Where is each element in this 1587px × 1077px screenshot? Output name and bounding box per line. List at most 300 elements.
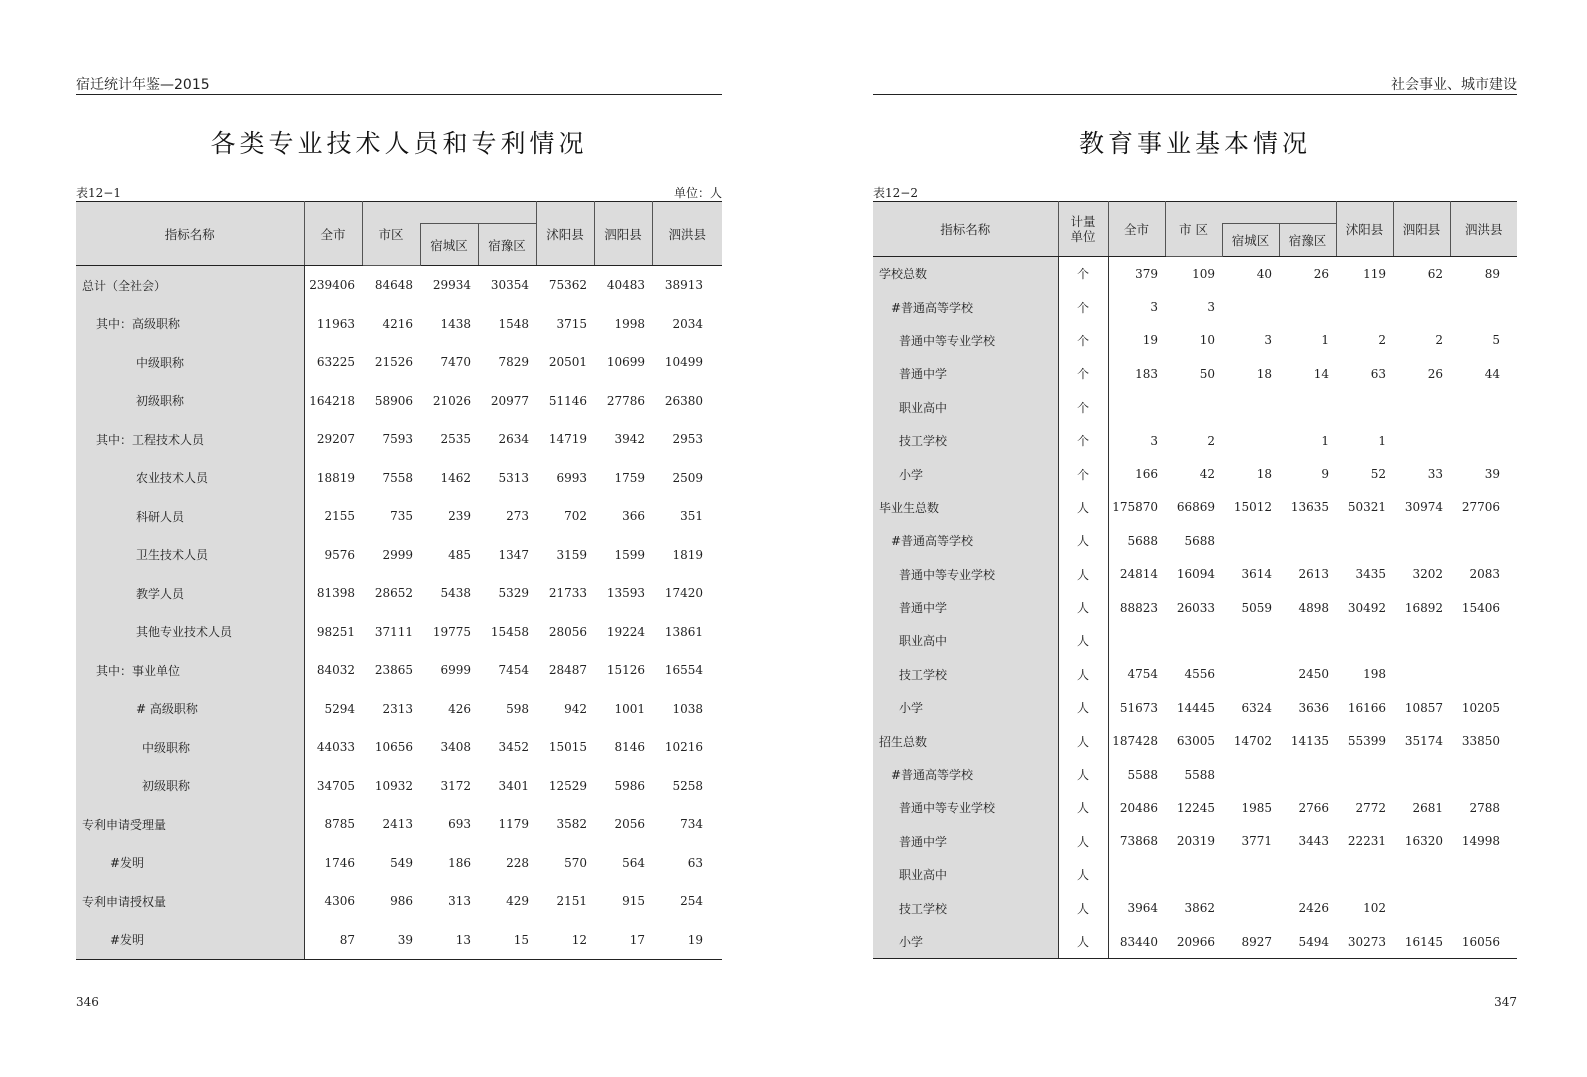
row-indicator: 职业高中 [873,624,1058,657]
cell-value: 12245 [1176,800,1215,815]
cell-value: 6324 [1241,700,1272,715]
row-unit: 个 [1058,357,1108,390]
cell-value: 16145 [1393,925,1450,959]
row-unit: 人 [1058,658,1108,691]
header-sucheng: 宿城区 [1222,224,1279,257]
section-title: 社会事业、城市建设 [1391,77,1517,93]
cell-value [1450,658,1507,691]
cell-value: 1759 [614,470,645,485]
cell-value: 3614 [1241,567,1272,582]
cell-value: 5588 [1184,767,1215,782]
row-indicator: 招生总数 [873,724,1058,757]
table-row [873,825,1517,858]
table-row [76,613,722,652]
cell-value: 10 [1199,333,1215,348]
cell-value: 19 [652,921,710,960]
row-indicator: 卫生技术人员 [76,536,304,575]
header-unit-line1: 计量 [1070,214,1096,229]
cell-value: 44 [1484,366,1500,381]
cell-value: 30974 [1404,500,1443,515]
cell-value: 734 [680,817,703,832]
row-indicator: 科研人员 [76,497,304,536]
cell-value: 198 [1363,667,1386,682]
cell-value: 2083 [1469,567,1500,582]
cell-value: 735 [390,509,413,524]
cell-value [1222,758,1279,791]
cell-value: 15406 [1461,600,1500,615]
row-indicator: 学校总数 [873,257,1058,291]
cell-value: 4556 [1184,667,1215,682]
row-unit: 个 [1058,257,1108,291]
yearbook-title: 宿迁统计年鉴—2015 [76,77,210,93]
cell-value: 187428 [1112,734,1158,749]
cell-value: 2634 [498,432,529,447]
cell-value [1393,758,1450,791]
cell-value [1165,391,1222,424]
cell-pad [1507,324,1517,357]
cell-value: 166 [1135,467,1158,482]
table-row [873,524,1517,557]
cell-pad [1507,491,1517,524]
cell-value: 40483 [606,278,645,293]
cell-value: 2535 [440,432,471,447]
cell-value: 3715 [556,316,587,331]
cell-value: 598 [506,701,529,716]
cell-value: 3 [1207,300,1215,315]
cell-value: 7470 [440,355,471,370]
running-head [873,74,1517,95]
table-row [873,324,1517,357]
cell-value: 33 [1427,467,1443,482]
row-indicator: 技工学校 [873,891,1058,924]
cell-value: 73868 [1119,834,1158,849]
cell-value: 5438 [440,586,471,601]
cell-value: 19 [1142,333,1158,348]
cell-value: 3636 [1298,700,1329,715]
cell-value: 26033 [1176,600,1215,615]
header-sihong: 泗洪县 [1450,202,1517,257]
cell-value [1393,524,1450,557]
cell-value [1222,391,1279,424]
cell-value: 3 [1150,433,1158,448]
cell-value: 3942 [614,432,645,447]
cell-value: 26380 [664,393,703,408]
row-indicator: # 高级职称 [76,690,304,729]
table-row [76,574,722,613]
cell-pad [710,343,722,382]
cell-pad [710,844,722,883]
cell-value: 88823 [1119,600,1158,615]
cell-value: 2953 [672,432,703,447]
cell-value: 20486 [1119,800,1158,815]
cell-value: 17 [594,921,652,960]
cell-value: 2413 [382,817,413,832]
row-indicator: 普通中等专业学校 [873,324,1058,357]
cell-value: 102 [1363,901,1386,916]
header-district: 市 区 [1165,202,1222,257]
cell-value: 1038 [672,701,703,716]
cell-value: 426 [448,701,471,716]
cell-value: 52 [1370,467,1386,482]
cell-value: 14445 [1176,700,1215,715]
cell-value: 1746 [324,855,355,870]
cell-value: 2313 [382,701,413,716]
cell-value [1393,424,1450,457]
row-indicator: 小学 [873,691,1058,724]
cell-value [1279,758,1336,791]
cell-value: 83440 [1108,925,1165,959]
page-number: 346 [76,995,99,1009]
header-suyu: 宿豫区 [1279,224,1336,257]
cell-value: 3862 [1184,901,1215,916]
table-row [873,858,1517,891]
cell-pad [1507,558,1517,591]
table-number: 表12−2 [873,186,918,200]
row-indicator: 小学 [873,925,1058,959]
cell-value [1336,758,1393,791]
cell-value: 3771 [1241,834,1272,849]
cell-value: 29207 [316,432,355,447]
cell-value: 5294 [324,701,355,716]
cell-value: 2 [1435,333,1443,348]
cell-value: 38913 [664,278,703,293]
cell-value: 7558 [382,470,413,485]
cell-value: 2788 [1469,800,1500,815]
table-row [76,266,722,305]
cell-value: 9576 [324,547,355,562]
cell-value: 10205 [1461,700,1500,715]
table-row [873,891,1517,924]
cell-value: 119 [1363,266,1386,281]
cell-pad [1507,691,1517,724]
cell-value: 228 [506,855,529,870]
right-page [873,0,1517,1077]
header-indicator: 指标名称 [76,202,304,266]
row-indicator: 普通中学 [873,825,1058,858]
cell-pad [1507,724,1517,757]
cell-value: 28487 [548,663,587,678]
cell-pad [710,690,722,729]
row-indicator: 总计（全社会） [76,266,304,305]
cell-pad [1507,591,1517,624]
table-row [76,767,722,806]
page-title: 教育事业基本情况 [1078,129,1311,158]
cell-value: 4306 [324,894,355,909]
cell-value: 273 [506,509,529,524]
cell-value: 14998 [1461,834,1500,849]
header-unit [1058,202,1108,257]
row-indicator: 教学人员 [76,574,304,613]
row-indicator: 中级职称 [76,343,304,382]
cell-value: 5329 [498,586,529,601]
cell-value: 3964 [1127,901,1158,916]
table-row [873,391,1517,424]
cell-value: 51673 [1119,700,1158,715]
cell-value: 50321 [1347,500,1386,515]
cell-value: 18 [1256,366,1272,381]
cell-value: 19775 [432,624,471,639]
cell-value: 5588 [1127,767,1158,782]
row-indicator: #普通高等学校 [873,524,1058,557]
header-sihong: 泗洪县 [652,202,722,266]
table-row [76,343,722,382]
row-indicator: 其中：高级职称 [76,305,304,344]
cell-value [1450,290,1507,323]
cell-value: 37111 [374,624,413,639]
cell-value: 8146 [614,740,645,755]
table-row [873,724,1517,757]
table-row [873,658,1517,691]
row-indicator: #普通高等学校 [873,290,1058,323]
cell-value: 2766 [1298,800,1329,815]
cell-pad [1507,858,1517,891]
cell-value: 1001 [614,701,645,716]
table-row [76,382,722,421]
cell-value: 16554 [664,663,703,678]
cell-value: 84032 [316,663,355,678]
cell-pad [710,651,722,690]
education-table [873,201,1517,959]
cell-pad [1507,891,1517,924]
page-number: 347 [1494,995,1517,1009]
cell-value: 29934 [432,278,471,293]
row-unit: 个 [1058,424,1108,457]
cell-pad [710,921,722,960]
cell-value: 55399 [1347,734,1386,749]
cell-pad [1507,357,1517,390]
cell-value [1222,658,1279,691]
cell-value: 3401 [498,778,529,793]
cell-value: 14 [1313,366,1329,381]
header-suyu: 宿豫区 [478,224,536,266]
header-siyang: 泗阳县 [594,202,652,266]
cell-pad [1507,758,1517,791]
cell-pad [1507,391,1517,424]
row-indicator: 专利申请授权量 [76,882,304,921]
cell-value: 40 [1256,266,1272,281]
cell-pad [710,805,722,844]
row-unit: 人 [1058,558,1108,591]
cell-value [1336,624,1393,657]
cell-value: 1347 [498,547,529,562]
row-unit: 人 [1058,925,1108,959]
cell-value: 485 [448,547,471,562]
cell-value: 12529 [548,778,587,793]
cell-value: 20501 [548,355,587,370]
table-row [873,290,1517,323]
cell-value: 109 [1192,266,1215,281]
table-row [76,459,722,498]
cell-pad [1507,624,1517,657]
cell-pad [710,382,722,421]
cell-value [1222,891,1279,924]
cell-value: 84648 [374,278,413,293]
cell-value: 164218 [309,393,355,408]
cell-value [1222,424,1279,457]
cell-value: 13593 [606,586,645,601]
cell-value: 4898 [1298,600,1329,615]
cell-value [1450,758,1507,791]
cell-value [1222,524,1279,557]
cell-value [1450,891,1507,924]
cell-value: 564 [622,855,645,870]
row-unit: 人 [1058,791,1108,824]
row-unit: 人 [1058,691,1108,724]
cell-value: 19224 [606,624,645,639]
cell-value: 986 [390,894,413,909]
row-indicator: #普通高等学校 [873,758,1058,791]
cell-value: 175870 [1112,500,1158,515]
row-indicator: 农业技术人员 [76,459,304,498]
row-indicator: 普通中等专业学校 [873,791,1058,824]
row-indicator: 其中：工程技术人员 [76,420,304,459]
cell-value: 18 [1256,467,1272,482]
table-row [873,357,1517,390]
row-unit: 人 [1058,491,1108,524]
row-indicator: 普通中等专业学校 [873,558,1058,591]
cell-value: 16320 [1404,834,1443,849]
cell-value [1165,858,1222,891]
cell-value: 13 [420,921,478,960]
cell-pad [710,882,722,921]
cell-value: 2681 [1412,800,1443,815]
header-unit-line2: 单位 [1070,229,1096,244]
cell-value: 1998 [614,316,645,331]
cell-value: 17420 [664,586,703,601]
cell-value: 34705 [316,778,355,793]
cell-value: 26 [1427,366,1443,381]
cell-value: 5313 [498,470,529,485]
cell-value: 5688 [1127,533,1158,548]
table-row [76,536,722,575]
cell-value: 2426 [1298,901,1329,916]
cell-value: 21526 [374,355,413,370]
cell-value [1450,624,1507,657]
cell-value: 44033 [316,740,355,755]
table-row [873,457,1517,490]
cell-value: 50 [1199,366,1215,381]
cell-value: 15015 [548,740,587,755]
cell-value: 10932 [374,778,413,793]
cell-value: 7593 [382,432,413,447]
left-page [76,0,722,1077]
row-indicator: 职业高中 [873,391,1058,424]
cell-value: 27706 [1461,500,1500,515]
row-indicator: 其他专业技术人员 [76,613,304,652]
cell-value: 254 [680,894,703,909]
cell-pad [1507,925,1517,959]
cell-value: 28652 [374,586,413,601]
cell-value: 30273 [1336,925,1393,959]
cell-value: 20966 [1165,925,1222,959]
page-title: 各类专业技术人员和专利情况 [210,129,588,158]
cell-value: 26 [1313,266,1329,281]
cell-value: 2613 [1298,567,1329,582]
table-row [873,558,1517,591]
cell-value: 1 [1378,433,1386,448]
row-indicator: 初级职称 [76,382,304,421]
row-indicator: 中级职称 [76,728,304,767]
cell-value: 10656 [374,740,413,755]
cell-value: 20977 [490,393,529,408]
cell-value: 13635 [1290,500,1329,515]
cell-value: 12 [536,921,594,960]
cell-value: 3582 [556,817,587,832]
row-unit: 人 [1058,591,1108,624]
row-indicator: 小学 [873,457,1058,490]
cell-value: 51146 [548,393,587,408]
cell-value: 14702 [1233,734,1272,749]
cell-value: 2155 [324,509,355,524]
cell-value: 20319 [1176,834,1215,849]
cell-value: 1179 [498,817,529,832]
cell-pad [710,420,722,459]
table-unit: 单位：人 [673,186,722,200]
header-shuyang: 沭阳县 [536,202,594,266]
table-row [873,758,1517,791]
cell-value: 3159 [556,547,587,562]
cell-value: 6999 [440,663,471,678]
table-row [76,882,722,921]
cell-value: 10216 [664,740,703,755]
header-district-spacer [420,202,536,224]
cell-value: 14719 [548,432,587,447]
row-unit: 人 [1058,825,1108,858]
cell-value [1450,524,1507,557]
cell-value: 98251 [316,624,355,639]
cell-value: 16166 [1347,700,1386,715]
cell-value: 63225 [316,355,355,370]
cell-value: 42 [1199,467,1215,482]
table-row [76,690,722,729]
cell-value: 87 [304,921,362,960]
cell-value: 239 [448,509,471,524]
cell-value: 30492 [1347,600,1386,615]
table-row [873,691,1517,724]
cell-value: 351 [680,509,703,524]
cell-pad [1507,290,1517,323]
row-unit: 人 [1058,858,1108,891]
row-indicator: 技工学校 [873,658,1058,691]
cell-value: 3202 [1412,567,1443,582]
cell-value: 15126 [606,663,645,678]
table-row [76,921,722,960]
cell-pad [710,266,722,305]
cell-value [1393,858,1450,891]
cell-value: 2450 [1298,667,1329,682]
table-row [76,651,722,690]
cell-value: 366 [622,509,645,524]
table-row [873,591,1517,624]
table-row [873,424,1517,457]
cell-value [1450,391,1507,424]
cell-value: 22231 [1347,834,1386,849]
cell-value: 1599 [614,547,645,562]
cell-value [1336,290,1393,323]
header-city: 全市 [304,202,362,266]
cell-value: 1548 [498,316,529,331]
cell-value: 21026 [432,393,471,408]
cell-value [1165,624,1222,657]
cell-value: 63005 [1176,734,1215,749]
cell-value [1393,391,1450,424]
cell-value: 3172 [440,778,471,793]
cell-value: 4754 [1127,667,1158,682]
cell-value: 186 [448,855,471,870]
cell-value: 66869 [1176,500,1215,515]
row-unit: 人 [1058,891,1108,924]
cell-pad [1507,257,1517,291]
